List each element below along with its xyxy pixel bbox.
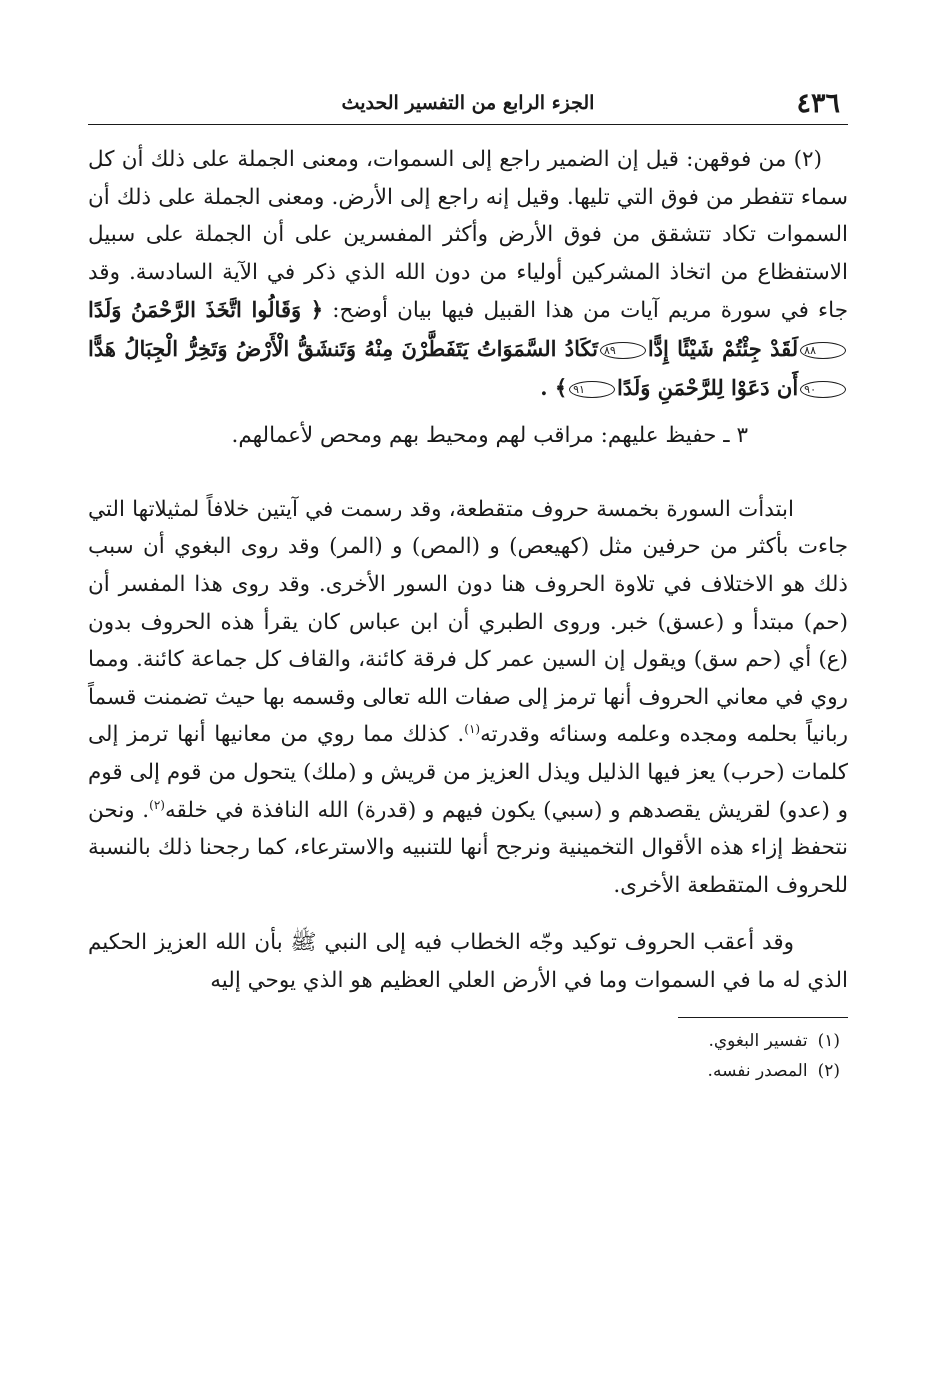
paragraph-2: وقد أعقب الحروف توكيد وجّه الخطاب فيه إلى النبي ﷺ بأن الله العزيز الحكيم الذي له ما في السموات وما في الأرض العلي العظيم هو الذي يوحي إليه [88,930,848,993]
footnote-2 [88,1056,840,1086]
note-2-text: (٢) من فوقهن: قيل إن الضمير راجع إلى السموات، ومعنى الجملة على ذلك أن كل سماء تتفطر من فوق التي تليها. وقيل إنه راجع إلى الأرض. ومعنى الجملة على ذلك أن السموات تكاد تتشقق من فوق الأرض وأكثر المفسرين على أن الجملة على سبيل الاستفظاع من اتخاذ المشركين أولياء من دون الله الذي ذكر في الآية السادسة. وقد جاء في سورة مريم آيات من هذا القبيل فيها بيان أوضح: [88,147,849,324]
quran-verse-90: تَكَادُ السَّمَوَاتُ يَتَفَطَّرْنَ مِنْهُ وَتَنشَقُّ الْأَرْضُ وَتَخِرُّ الْجِبَالُ هَدًّا [88,335,598,361]
footnote-ref-2[interactable]: (٢) [149,797,165,812]
footnote-number: (١) [817,1031,840,1052]
footnote-text: المصدر نفسه. [707,1061,808,1082]
running-header [88,78,848,125]
quran-verse-89: لَقَدْ جِئْتُمْ شَيْئًا إِدًّا [647,335,799,361]
paragraph-1-part-1: ابتدأت السورة بخمسة حروف متقطعة، وقد رسمت في آيتين خلافاً لمثيلاتها التي جاءت بأكثر من حرفين مثل (كهيعص) و (المص) و (المر) وقد روى البغوي أن سبب ذلك هو الاختلاف في تلاوة الحروف هنا دون السور الأخرى. وقد روى هذا المفسر أن (حم) مبتدأ و (عسق) خبر. وروى الطبري أن ابن عباس كان يقرأ هذه الحروف بدون (ع) أي (حم سق) ويقول إن السين عمر كل فرقة كائنة، والقاف كل جماعة كائنة. ومما روي في معاني الحروف أنها ترمز إلى صفات الله تعالى وقسمه بها حيث تضمنت قسماً ربانياً بحلمه ومجده وعلمه وسنائه وقدرته [88,496,848,748]
ayah-marker-91: ٩١ [569,381,615,398]
book-page [88,78,848,1308]
paragraph-1-part-3: . ونحن نتحفظ إزاء هذه الأقوال التخمينية ونرجح أنها للتنبيه والاسترعاء، كما رجحنا ذلك بالنسبة للحروف المتقطعة الأخرى. [88,797,848,898]
quran-close-bracket: ﴾ . [540,374,568,400]
footnote-divider [678,1017,848,1018]
header-title: الجزء الرابع من التفسير الحديث [341,92,595,114]
note-2 [88,141,848,407]
ayah-marker-89: ٨٩ [600,342,646,359]
footnote-1 [88,1026,840,1056]
note-3: ٣ ـ حفيظ عليهم: مراقب لهم ومحيط بهم ومحص لأعمالهم. [231,423,748,449]
footnote-text: تفسير البغوي. [708,1031,808,1052]
commentary-notes [88,141,848,455]
ayah-marker-88: ٨٨ [800,342,846,359]
footnotes [88,1026,848,1086]
paragraph-1 [88,491,848,905]
quran-verse-88: وَقَالُوا اتَّخَذَ الرَّحْمَنُ وَلَدًا [88,297,302,323]
footnote-ref-1[interactable]: (١) [464,722,481,737]
footnote-number: (٢) [817,1061,840,1082]
quran-verse-91: أَن دَعَوْا لِلرَّحْمَنِ وَلَدًا [616,374,799,400]
paragraph-1-part-2: . كذلك مما روي من معانيها أنها ترمز إلى كلمات (حرب) يعز فيها الذليل ويذل العزيز من قريش و (ملك) يتحول من قوم إلى قوم و (عدو) لقريش يقصدهم و (سبي) يكون فيهم و (قدرة) الله النافذة في خلقه [88,722,849,823]
quran-open-bracket: ﴿ [310,297,324,323]
page-number: ٤٣٦ [796,88,840,119]
ayah-marker-90: ٩٠ [800,381,846,398]
